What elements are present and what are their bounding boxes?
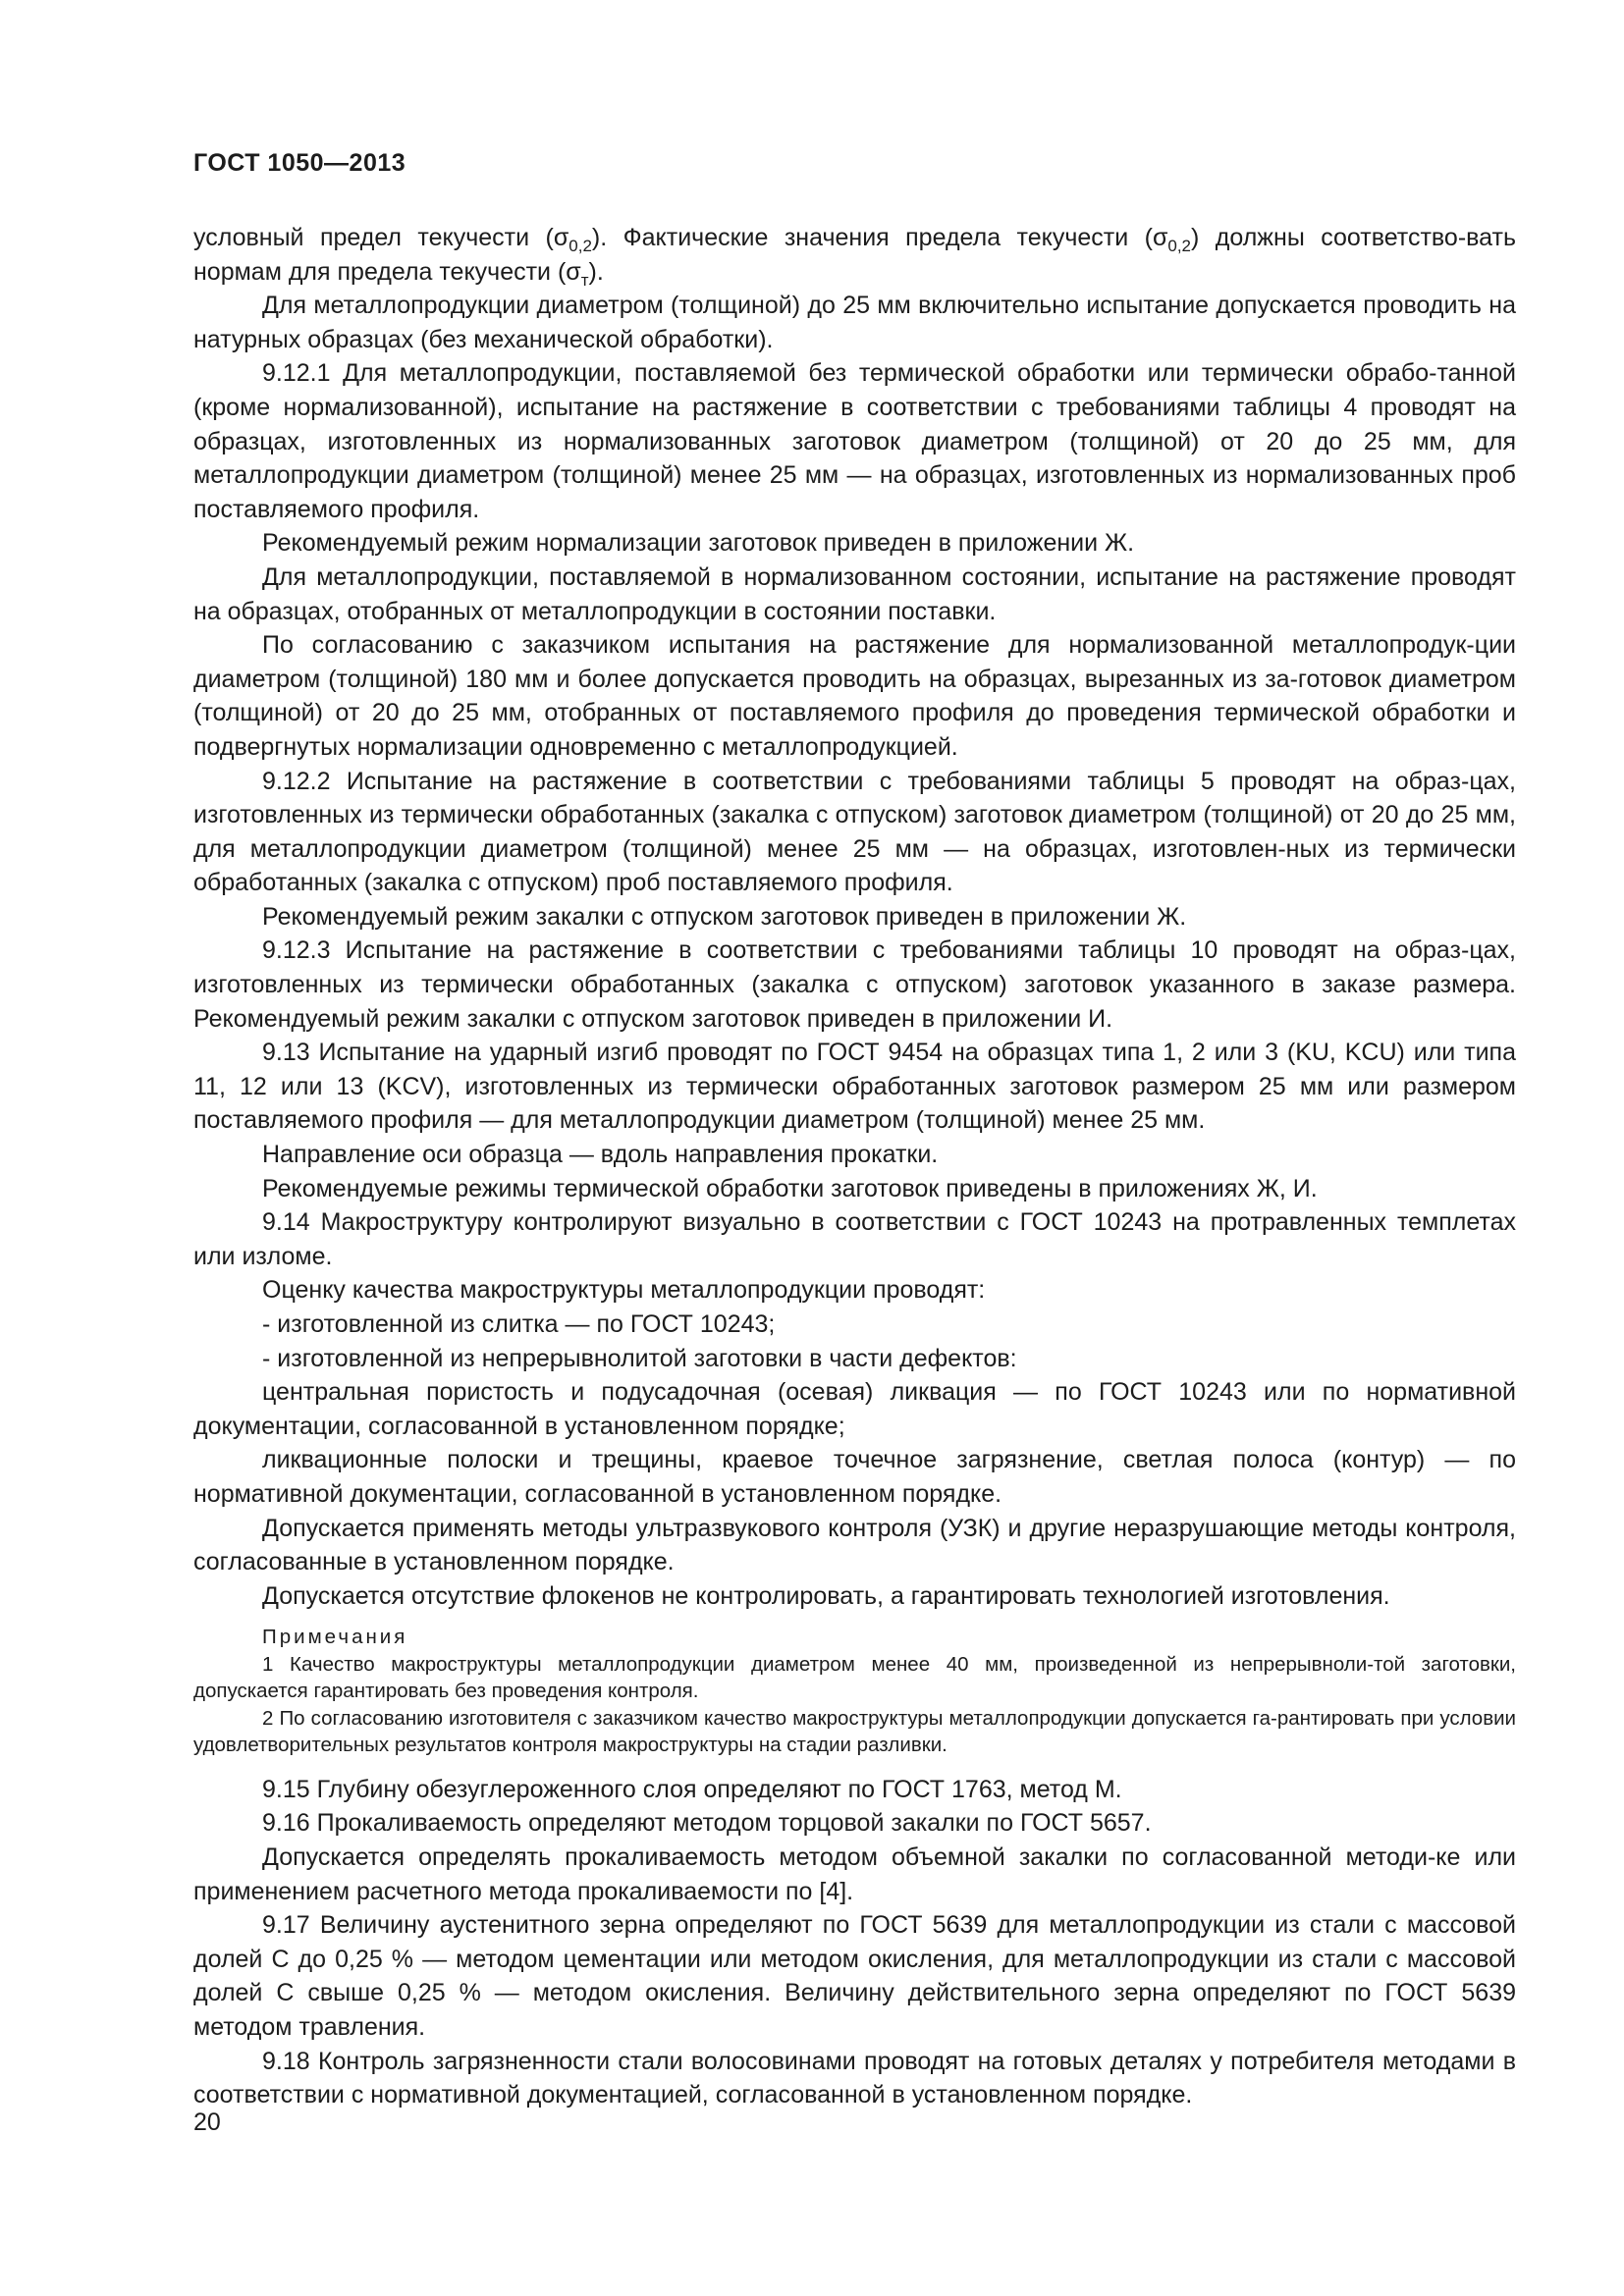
list-item: - изготовленной из слитка — по ГОСТ 10243; — [262, 1310, 776, 1338]
paragraph-9-12-3: 9.12.3 Испытание на растяжение в соответствии с требованиями таблицы 10 проводят на образ-цах, изготовленных из термически обработанных (закалка с отпуском) заготовок указанного в заказе размера. Рекомендуемый режим закалки с отпуском заготовок приведен в приложении И. — [193, 936, 1516, 1033]
paragraph: центральная пористость и подусадочная (осевая) ликвация — по ГОСТ 10243 или по нормативной документации, согласованной в установленном порядке; — [193, 1378, 1516, 1440]
notes-title: Примечания — [262, 1626, 408, 1649]
page-number: 20 — [193, 2109, 221, 2136]
text-fragment: ). — [588, 257, 604, 286]
paragraph: Для металлопродукции, поставляемой в нормализованном состоянии, испытание на растяжение проводят на образцах, отобранных от металлопродукции в состоянии поставки. — [193, 562, 1516, 625]
sigma-symbol: σ — [553, 224, 569, 251]
sigma-symbol: σ — [566, 257, 581, 286]
paragraph-9-13: 9.13 Испытание на ударный изгиб проводят по ГОСТ 9454 на образцах типа 1, 2 или 3 (KU, KCU) или типа 11, 12 или 13 (KCV), изготовленных из термически обработанных заготовок размером 25 мм или размером поставляемого профиля — для металлопродукции диаметром (толщиной) менее 25 мм. — [193, 1039, 1516, 1135]
paragraph: По согласованию с заказчиком испытания на растяжение для нормализованной металлопродук-ции диаметром (толщиной) 180 мм и более допускается проводить на образцах, вырезанных из за-готовок диаметром (толщиной) от 20 до 25 мм, отобранных от поставляемого профиля до проведения термической обработки и подвергнутых нормализации одновременно с металлопродукцией. — [193, 631, 1516, 761]
notes-block — [193, 1624, 1516, 1759]
paragraph: Оценку качества макроструктуры металлопродукции проводят: — [262, 1276, 986, 1305]
paragraph: Рекомендуемые режимы термической обработки заготовок приведены в приложениях Ж, И. — [262, 1174, 1318, 1202]
sigma-symbol: σ — [1152, 224, 1168, 251]
note-item: 1 Качество макроструктуры металлопродукции диаметром менее 40 мм, произведенной из непрерывноли-той заготовки, допускается гарантировать без проведения контроля. — [193, 1652, 1516, 1703]
paragraph-9-17: 9.17 Величину аустенитного зерна определяют по ГОСТ 5639 для металлопродукции из стали с массовой долей С до 0,25 % — методом цементации или методом окисления, для металлопродукции из стали с массовой долей С свыше 0,25 % — методом окисления. Величину действительного зерна определяют по ГОСТ 5639 методом травления. — [193, 1911, 1516, 2041]
paragraph-9-12-2: 9.12.2 Испытание на растяжение в соответствии с требованиями таблицы 5 проводят на образ-цах, изготовленных из термически обработанных (закалка с отпуском) заготовок диаметром (толщиной) от 20 до 25 мм, для металлопродукции диаметром (толщиной) менее 25 мм — на образцах, изготовлен-ных из термически обработанных (закалка с отпуском) проб поставляемого профиля. — [193, 767, 1516, 897]
text-fragment: условный предел текучести ( — [193, 224, 554, 251]
subscript: т — [580, 270, 589, 290]
document-header: ГОСТ 1050—2013 — [193, 149, 406, 177]
list-item: - изготовленной из непрерывнолитой заготовки в части дефектов: — [262, 1344, 1017, 1372]
paragraph: Направление оси образца — вдоль направления прокатки. — [262, 1141, 939, 1169]
paragraph: Допускается определять прокаливаемость методом объемной закалки по согласованной методи-ке или применением расчетного метода прокаливаемости по [4]. — [193, 1843, 1516, 1905]
paragraph-yield-strength — [193, 221, 1516, 289]
paragraph-9-18: 9.18 Контроль загрязненности стали волосовинами проводят на готовых деталях у потребителя методами в соответствии с нормативной документацией, согласованной в установленном порядке. — [193, 2047, 1516, 2109]
subscript: 0,2 — [568, 237, 592, 255]
paragraph-9-14: 9.14 Макроструктуру контролируют визуально в соответствии с ГОСТ 10243 на протравленных темплетах или изломе. — [193, 1208, 1516, 1270]
paragraph-9-15: 9.15 Глубину обезуглероженного слоя определяют по ГОСТ 1763, метод М. — [262, 1775, 1122, 1803]
subscript: 0,2 — [1167, 237, 1192, 255]
note-item: 2 По согласованию изготовителя с заказчиком качество макроструктуры металлопродукции допускается га-рантировать при условии удовлетворительных результатов контроля макроструктуры на стадии разливки. — [193, 1706, 1516, 1757]
text-fragment: ) должны соответство-вать нормам для предела текучести ( — [193, 224, 1516, 286]
paragraph: Для металлопродукции диаметром (толщиной) до 25 мм включительно испытание допускается проводить на натурных образцах (без механической обработки). — [193, 292, 1516, 353]
paragraph: Допускается отсутствие флокенов не контролировать, а гарантировать технологией изготовления. — [262, 1581, 1390, 1610]
paragraph: ликвационные полоски и трещины, краевое точечное загрязнение, светлая полоса (контур) — по нормативной документации, согласованной в установленном порядке. — [193, 1446, 1516, 1508]
text-fragment: ). Фактические значения предела текучести ( — [591, 224, 1153, 251]
paragraph: Рекомендуемый режим нормализации заготовок приведен в приложении Ж. — [262, 529, 1135, 558]
paragraph: Допускается применять методы ультразвукового контроля (УЗК) и другие неразрушающие методы контроля, согласованные в установленном порядке. — [193, 1514, 1516, 1576]
document-body — [193, 221, 1516, 2112]
paragraph: Рекомендуемый режим закалки с отпуском заготовок приведен в приложении Ж. — [262, 902, 1187, 931]
paragraph-9-12-1: 9.12.1 Для металлопродукции, поставляемой без термической обработки или термически обрабо-танной (кроме нормализованной), испытание на растяжение в соответствии с требованиями таблицы 4 проводят на образцах, изготовленных из нормализованных заготовок диаметром (толщиной) от 20 до 25 мм, для металлопродукции диаметром (толщиной) менее 25 мм — на образцах, изготовленных из нормализованных проб поставляемого профиля. — [193, 359, 1516, 523]
paragraph-9-16: 9.16 Прокаливаемость определяют методом торцовой закалки по ГОСТ 5657. — [262, 1809, 1152, 1838]
